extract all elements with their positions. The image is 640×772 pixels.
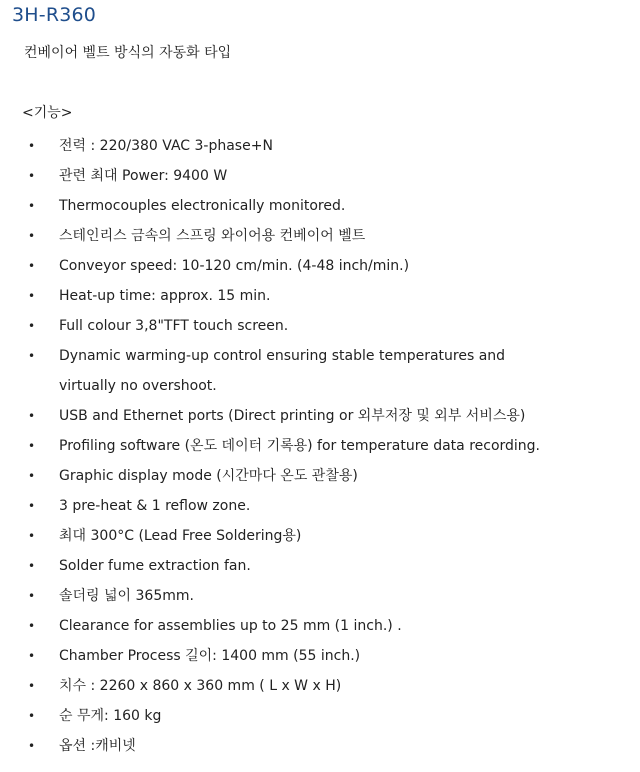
feature-text: 스테인리스 금속의 스프링 와이어용 컨베이어 벨트 xyxy=(59,228,366,244)
bullet-icon: • xyxy=(28,499,36,513)
bullet-icon: • xyxy=(28,259,36,273)
feature-text: Solder fume extraction fan. xyxy=(59,558,251,574)
feature-text: Thermocouples electronically monitored. xyxy=(59,198,346,214)
bullet-icon: • xyxy=(28,199,36,213)
bullet-icon: • xyxy=(28,469,36,483)
feature-text: Heat-up time: approx. 15 min. xyxy=(59,288,271,304)
bullet-icon: • xyxy=(28,319,36,333)
feature-item xyxy=(0,581,559,611)
bullet-icon: • xyxy=(28,139,36,153)
feature-item xyxy=(0,311,559,341)
bullet-icon: • xyxy=(28,529,36,543)
bullet-icon: • xyxy=(28,289,36,303)
feature-text: Conveyor speed: 10-120 cm/min. (4-48 inch/min.) xyxy=(59,258,410,274)
feature-item xyxy=(0,491,559,521)
feature-item xyxy=(0,131,559,161)
feature-text: 치수 : 2260 x 860 x 360 mm ( L x W x H) xyxy=(59,678,342,694)
page-title: 3H-R360 xyxy=(12,4,97,26)
feature-item xyxy=(0,671,559,701)
bullet-icon: • xyxy=(28,229,36,243)
feature-item xyxy=(0,341,559,401)
feature-text: 최대 300°C (Lead Free Soldering용) xyxy=(59,528,302,544)
feature-item xyxy=(0,251,559,281)
bullet-icon: • xyxy=(28,709,36,723)
feature-text: 3 pre-heat & 1 reflow zone. xyxy=(59,498,251,514)
feature-text: Profiling software (온도 데이터 기록용) for temperature data recording. xyxy=(59,438,541,454)
feature-item xyxy=(0,221,559,251)
bullet-icon: • xyxy=(28,409,36,423)
feature-item xyxy=(0,281,559,311)
feature-text: 순 무게: 160 kg xyxy=(59,708,162,724)
feature-text: Clearance for assemblies up to 25 mm (1 inch.) . xyxy=(59,618,402,634)
feature-list xyxy=(0,131,600,761)
feature-item xyxy=(0,611,559,641)
bullet-icon: • xyxy=(28,649,36,663)
feature-text: Chamber Process 길이: 1400 mm (55 inch.) xyxy=(59,648,361,664)
bullet-icon: • xyxy=(28,589,36,603)
feature-item xyxy=(0,701,559,731)
bullet-icon: • xyxy=(28,619,36,633)
feature-text: 솔더링 넓이 365mm. xyxy=(59,588,194,604)
feature-item xyxy=(0,641,559,671)
feature-item xyxy=(0,191,559,221)
feature-text: Dynamic warming-up control ensuring stable temperatures and virtually no overshoot. xyxy=(59,348,506,394)
feature-text: Graphic display mode (시간마다 온도 관찰용) xyxy=(59,468,358,484)
feature-item xyxy=(0,551,559,581)
bullet-icon: • xyxy=(28,349,36,363)
features-heading: <기능> xyxy=(22,105,73,121)
bullet-icon: • xyxy=(28,169,36,183)
feature-text: 전력 : 220/380 VAC 3-phase+N xyxy=(59,138,273,154)
feature-text: 옵션 :캐비넷 xyxy=(59,738,136,754)
feature-item xyxy=(0,461,559,491)
feature-item xyxy=(0,401,559,431)
bullet-icon: • xyxy=(28,559,36,573)
feature-text: 관련 최대 Power: 9400 W xyxy=(59,168,228,184)
feature-item xyxy=(0,521,559,551)
feature-text: USB and Ethernet ports (Direct printing or 외부저장 및 외부 서비스용) xyxy=(59,408,526,424)
bullet-icon: • xyxy=(28,679,36,693)
feature-item xyxy=(0,731,559,761)
bullet-icon: • xyxy=(28,439,36,453)
feature-item xyxy=(0,161,559,191)
bullet-icon: • xyxy=(28,739,36,753)
product-subtitle: 컨베이어 벨트 방식의 자동화 타입 xyxy=(24,45,232,61)
feature-text: Full colour 3,8"TFT touch screen. xyxy=(59,318,289,334)
feature-item xyxy=(0,431,559,461)
